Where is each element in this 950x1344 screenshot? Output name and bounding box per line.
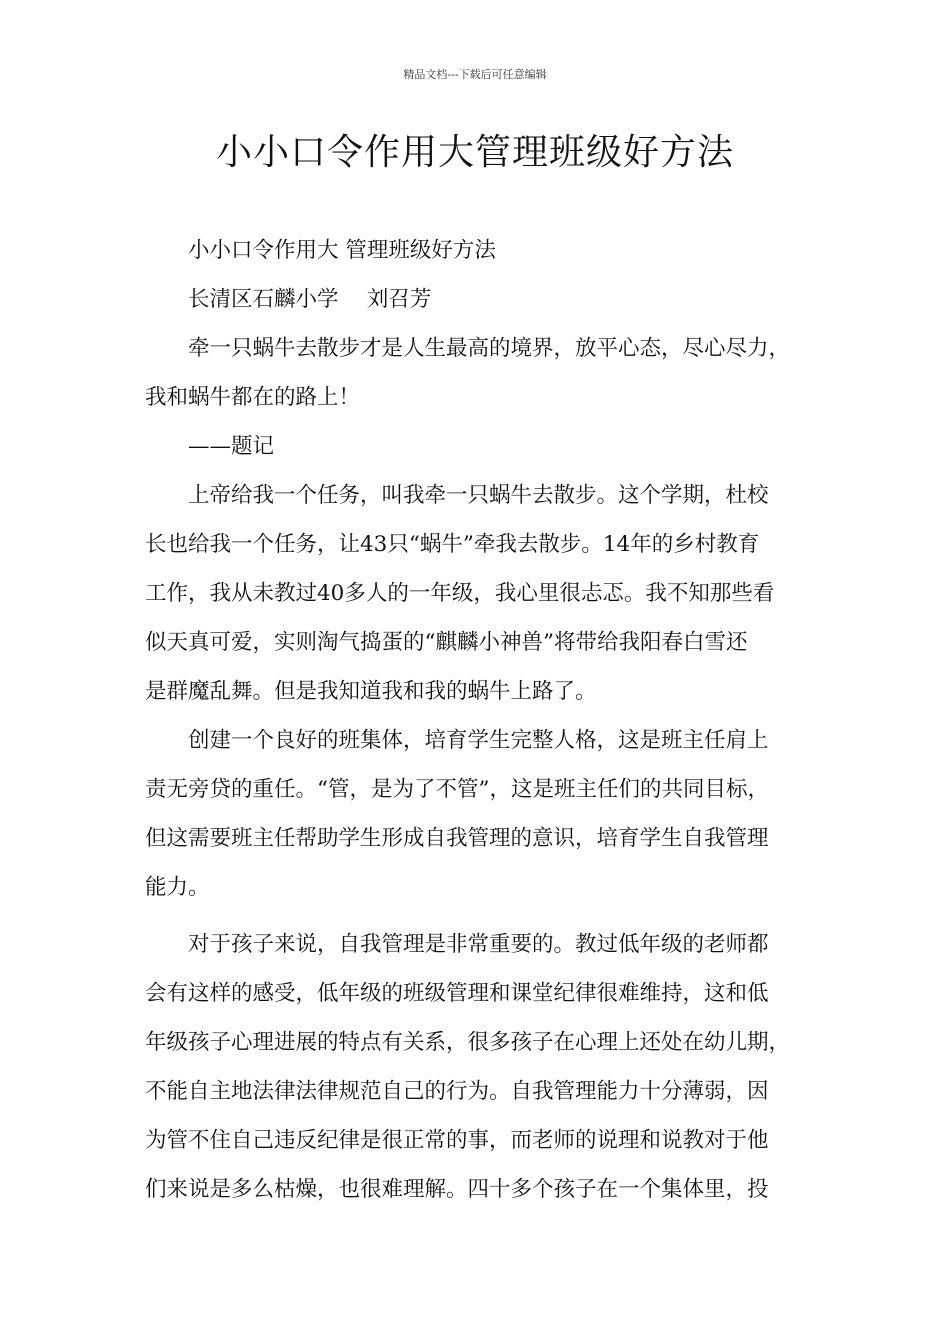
text-line: 能力。 [145, 875, 210, 900]
paragraph-spacer [145, 912, 821, 920]
text-line: 长也给我一个任务，让43只“蜗牛”牵我去散步。14年的乡村教育 [145, 532, 760, 557]
text-line: 不能自主地法律法律规范自己的行为。自我管理能力十分薄弱，因 [145, 1079, 769, 1104]
text-line: 创建一个良好的班集体，培育学生完整人格，这是班主任肩上 [188, 728, 769, 753]
subtitle-line: 小小口令作用大 管理班级好方法 [188, 238, 496, 263]
text-line: 是群魔乱舞。但是我知道我和我的蜗牛上路了。 [145, 679, 597, 704]
epigraph-attribution: ——题记 [188, 434, 275, 459]
header-note: 精品文档---下载后可任意编辑 [403, 68, 547, 81]
document-title: 小小口令作用大管理班级好方法 [215, 132, 734, 173]
epigraph-attribution-paragraph [145, 422, 821, 471]
document-body [145, 226, 821, 1214]
text-line: 工作，我从未教过40多人的一年级，我心里很忐忑。我不知那些看 [145, 581, 775, 606]
epigraph-paragraph [145, 324, 821, 422]
subtitle-paragraph [145, 226, 821, 275]
text-line: 上帝给我一个任务，叫我牵一只蜗牛去散步。这个学期，杜校 [188, 483, 769, 508]
text-line: 责无旁贷的重任。“管，是为了不管”，这是班主任们的共同目标， [145, 777, 769, 802]
author-paragraph [145, 275, 821, 324]
text-line: 但这需要班主任帮助学生形成自我管理的意识，培育学生自我管理 [145, 826, 769, 851]
body-paragraph-2 [145, 716, 821, 912]
text-line: 我和蜗牛都在的路上！ [145, 385, 361, 410]
text-line: 牵一只蜗牛去散步才是人生最高的境界，放平心态，尽心尽力， [188, 336, 791, 361]
text-line: 对于孩子来说，自我管理是非常重要的。教过低年级的老师都 [188, 932, 769, 957]
body-paragraph-1 [145, 471, 821, 716]
text-line: 年级孩子心理进展的特点有关系，很多孩子在心理上还处在幼儿期， [145, 1030, 791, 1055]
text-line: 为管不住自己违反纪律是很正常的事，而老师的说理和说教对于他 [145, 1128, 769, 1153]
text-line: 们来说是多么枯燥，也很难理解。四十多个孩子在一个集体里，投 [145, 1177, 769, 1202]
author-line: 长清区石麟小学 刘召芳 [188, 287, 432, 312]
text-line: 似天真可爱，实则淘气捣蛋的“麒麟小神兽”将带给我阳春白雪还 [145, 630, 748, 655]
text-line: 会有这样的感受，低年级的班级管理和课堂纪律很难维持，这和低 [145, 981, 769, 1006]
body-paragraph-3 [145, 920, 821, 1214]
